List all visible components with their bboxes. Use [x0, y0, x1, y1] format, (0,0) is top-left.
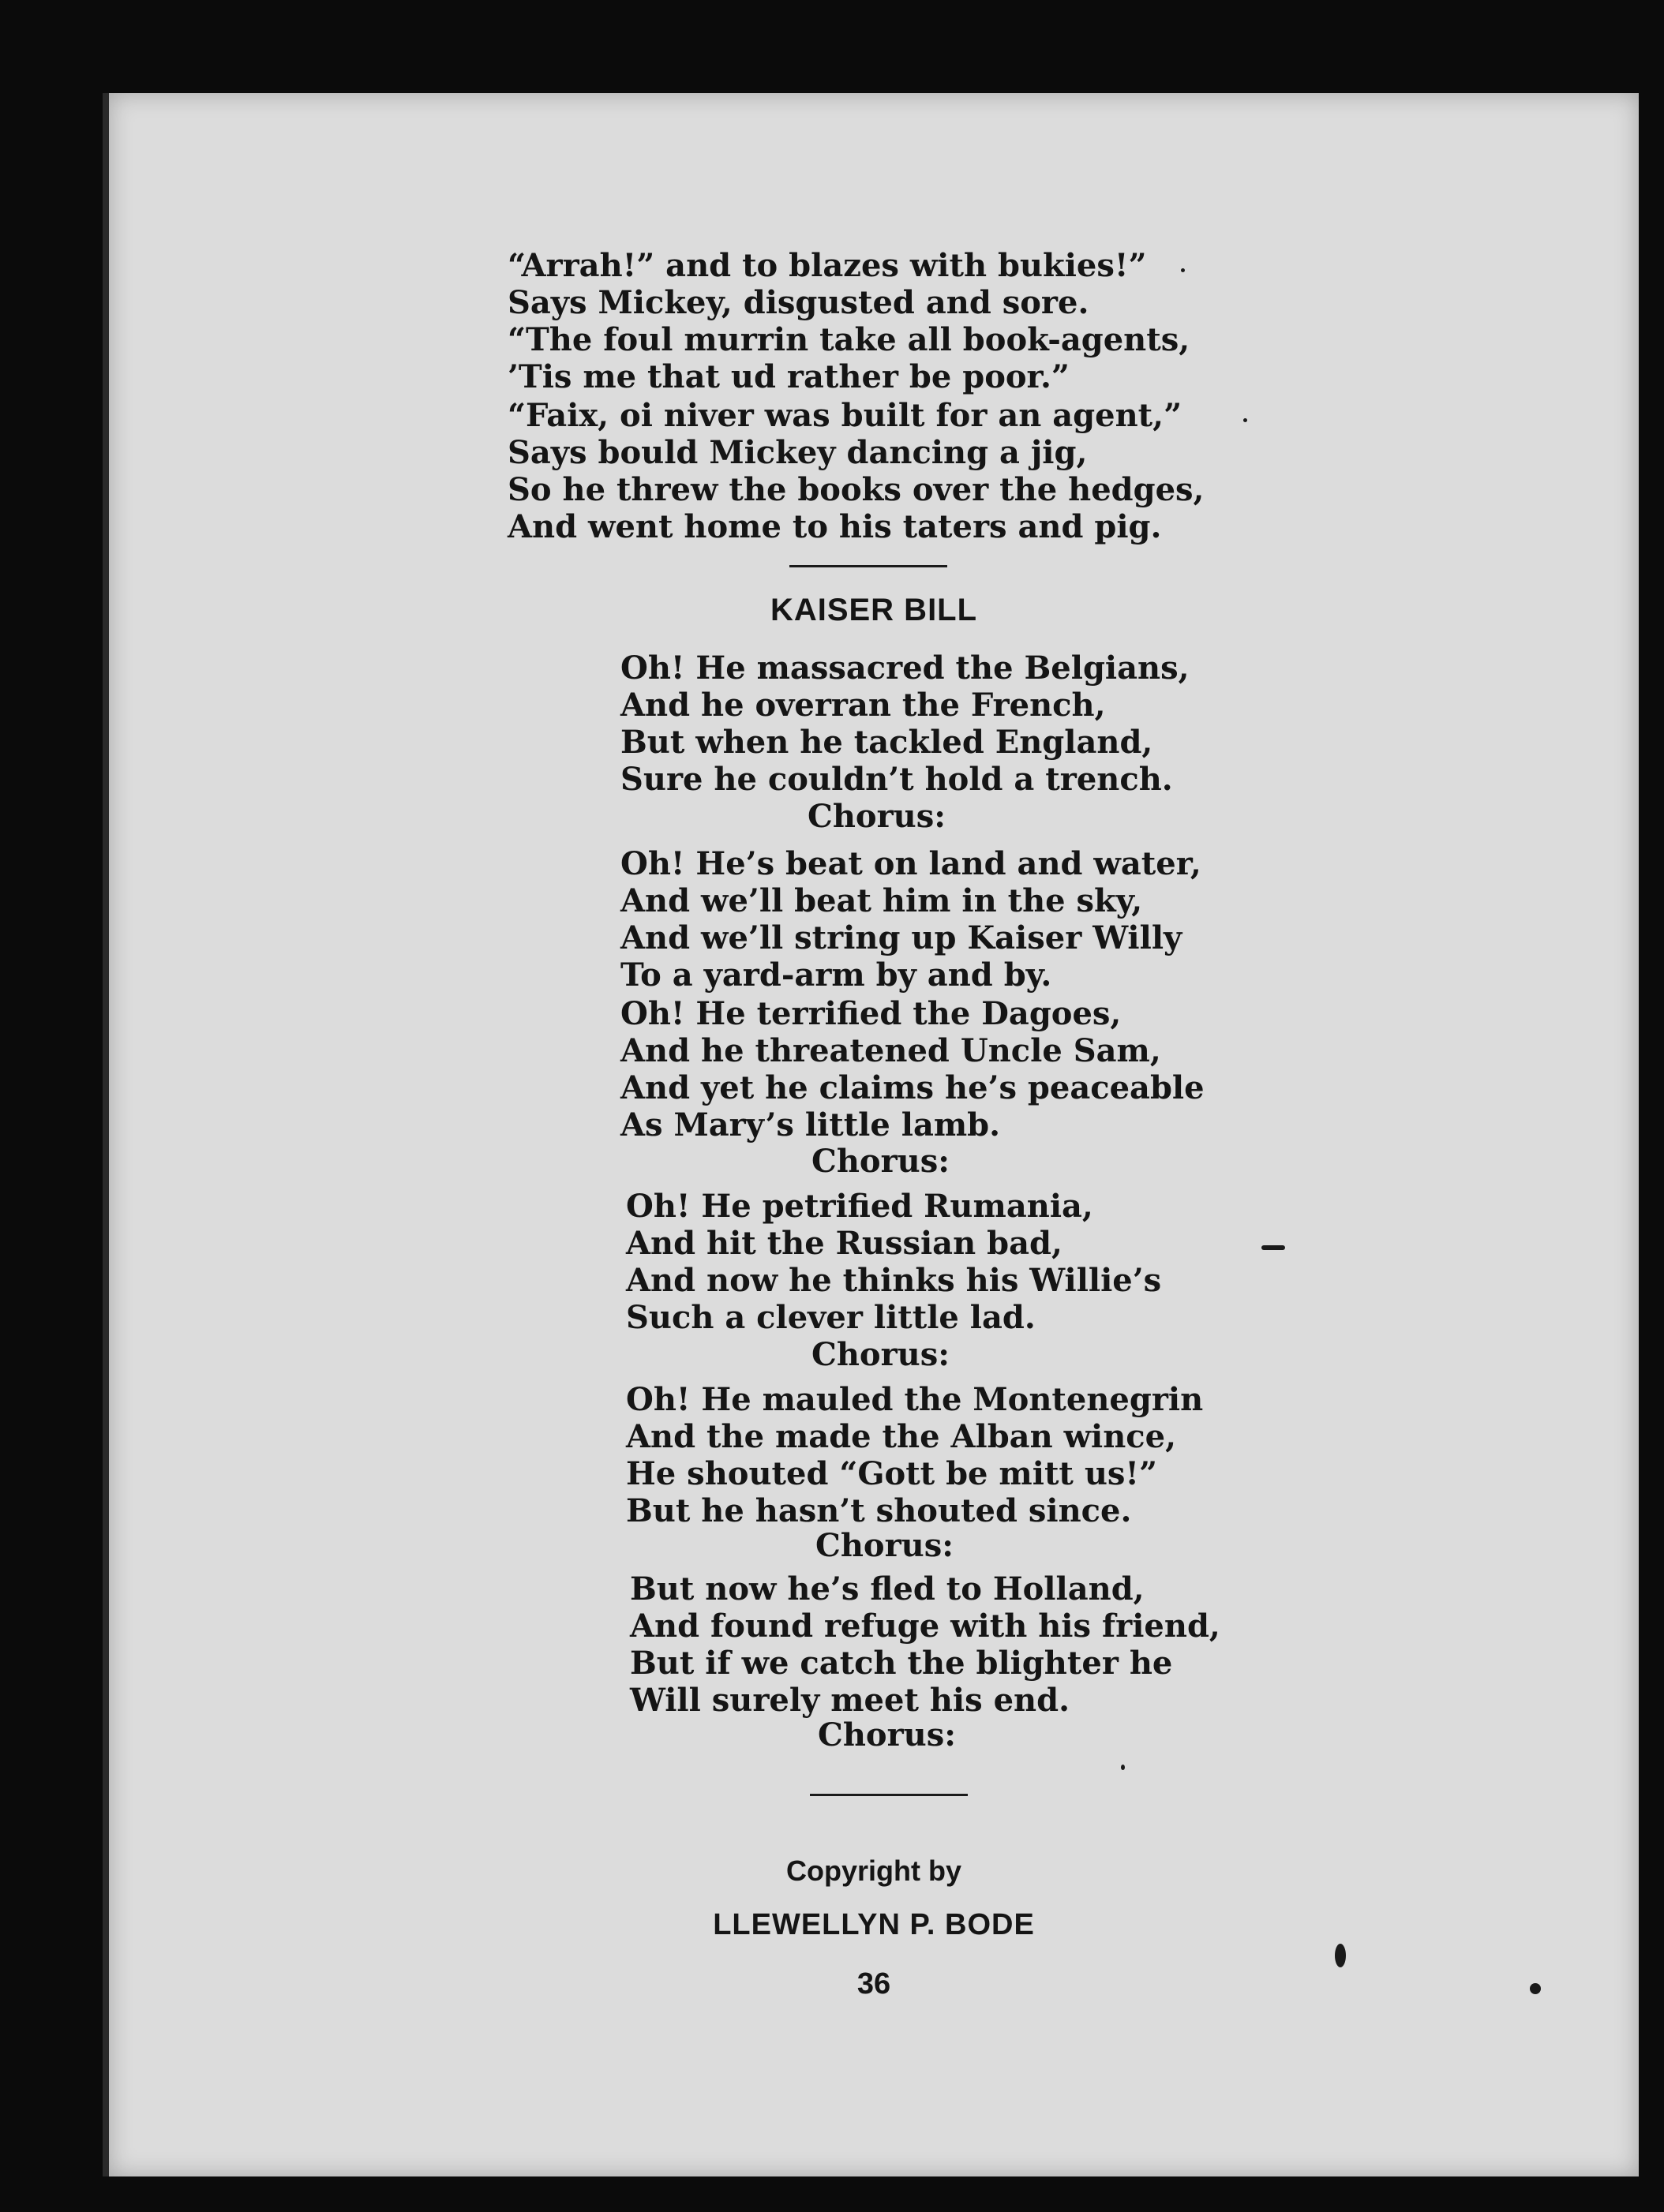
poem-stanza-1: [508, 247, 1190, 395]
verse-line: And he threatened Uncle Sam,: [620, 1032, 1161, 1069]
verse-line: Oh! He petrified Rumania,: [626, 1188, 1093, 1225]
verse-5: [630, 1570, 1220, 1719]
section-divider: [810, 1794, 968, 1796]
poem-stanza-2: [508, 397, 1204, 545]
poem-line: “The foul murrin take all book-agents,: [508, 321, 1190, 358]
chorus-line: To a yard-arm by and by.: [620, 956, 1052, 994]
verse-line: And he overran the French,: [620, 687, 1106, 724]
verse-line: But now he’s fled to Holland,: [630, 1570, 1145, 1608]
verse-line: And now he thinks his Willie’s: [626, 1262, 1162, 1299]
chorus-label: Chorus:: [811, 1336, 950, 1373]
poem-line: So he threw the books over the hedges,: [508, 471, 1205, 508]
verse-line: Oh! He terrified the Dagoes,: [620, 995, 1122, 1032]
author-name: LLEWELLYN P. BODE: [713, 1908, 1035, 1941]
verse-line: Will surely meet his end.: [630, 1682, 1070, 1719]
song-title: KAISER BILL: [770, 593, 978, 627]
poem-line: Says bould Mickey dancing a jig,: [508, 434, 1088, 471]
verse-line: But if we catch the blighter he: [630, 1645, 1173, 1682]
verse-3: [626, 1188, 1161, 1336]
verse-line: Oh! He mauled the Montenegrin: [626, 1381, 1204, 1418]
copyright-label: Copyright by: [786, 1855, 961, 1887]
chorus-label: Chorus:: [815, 1527, 954, 1564]
verse-line: As Mary’s little lamb.: [620, 1106, 1001, 1143]
poem-line: ’Tis me that ud rather be poor.”: [508, 358, 1070, 395]
verse-line: And found refuge with his friend,: [630, 1608, 1220, 1645]
section-divider: [789, 565, 947, 567]
verse-line: Such a clever little lad.: [626, 1299, 1036, 1336]
chorus-label: Chorus:: [808, 798, 946, 835]
scan-speck: [1243, 418, 1247, 422]
poem-line: “Faix, oi niver was built for an agent,”: [508, 397, 1182, 434]
scan-speck: [1181, 268, 1185, 272]
verse-line: Sure he couldn’t hold a trench.: [620, 761, 1173, 798]
scan-speck: [1335, 1944, 1346, 1967]
page-number: 36: [856, 1967, 891, 2001]
verse-line: And yet he claims he’s peaceable: [620, 1069, 1205, 1106]
chorus-label: Chorus:: [818, 1716, 957, 1754]
chorus-label: Chorus:: [811, 1143, 950, 1180]
chorus-line: And we’ll string up Kaiser Willy: [620, 919, 1182, 956]
poem-line: “Arrah!” and to blazes with bukies!”: [508, 247, 1147, 284]
verse-line: But he hasn’t shouted since.: [626, 1492, 1132, 1529]
verse-line: And hit the Russian bad,: [626, 1225, 1062, 1262]
scan-speck: [1530, 1983, 1541, 1994]
scan-speck: [1121, 1765, 1125, 1770]
verse-line: He shouted “Gott be mitt us!”: [626, 1455, 1157, 1492]
chorus-line: Oh! He’s beat on land and water,: [620, 845, 1201, 882]
verse-2: [620, 995, 1205, 1143]
verse-4: [626, 1381, 1203, 1529]
chorus-text: [620, 845, 1201, 994]
poem-line: And went home to his taters and pig.: [508, 508, 1162, 545]
verse-1: [620, 649, 1190, 798]
scan-speck: [1261, 1245, 1285, 1250]
verse-line: And the made the Alban wince,: [626, 1418, 1177, 1455]
chorus-line: And we’ll beat him in the sky,: [620, 882, 1143, 919]
book-page: [103, 93, 1639, 2176]
verse-line: Oh! He massacred the Belgians,: [620, 649, 1190, 687]
poem-line: Says Mickey, disgusted and sore.: [508, 284, 1089, 321]
verse-line: But when he tackled England,: [620, 724, 1153, 761]
